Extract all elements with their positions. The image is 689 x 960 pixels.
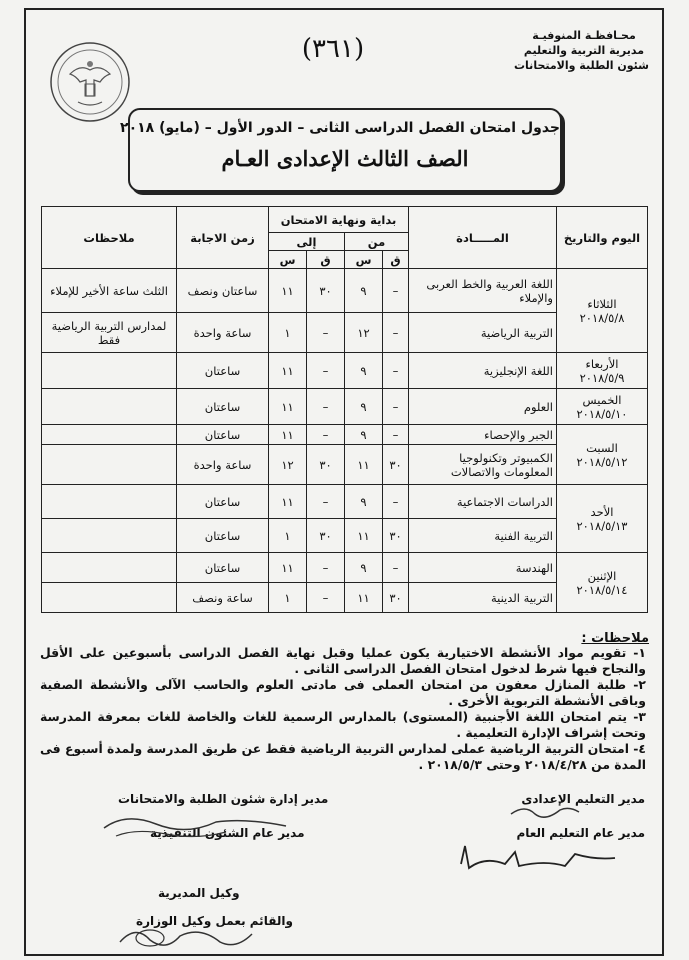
header-to-minute: ق	[307, 251, 345, 269]
day-date-cell: الإثنين ٢٠١٨/٥/١٤	[557, 553, 648, 613]
header-from-minute: ق	[383, 251, 409, 269]
signature-title-affairs-director: مدير إدارة شئون الطلبة والامتحانات	[118, 792, 329, 806]
to-minute-cell: –	[307, 425, 345, 445]
signature-title-prep-director: مدير التعليم الإعدادى	[521, 792, 645, 806]
document-number: (٣٦١)	[301, 34, 365, 64]
to-hour-cell: ١١	[269, 353, 307, 389]
from-hour-cell: ٩	[345, 389, 383, 425]
signature-title-general-ed-director: مدير عام التعليم العام	[516, 826, 645, 840]
handwritten-signature-icon	[505, 800, 585, 824]
subject-cell: الكمبيوتر وتكنولوجيا المعلومات والاتصالات	[409, 445, 557, 485]
header-to: إلى	[269, 233, 345, 251]
note-item: ٢- طلبة المنازل معفون من امتحان العملى فى مادتى العلوم والحاسب الآلى والأنشطة الصفية وباقى الأنشطة التربوية الأخرى .	[40, 677, 646, 708]
duration-cell: ساعتان	[177, 353, 269, 389]
table-row	[42, 389, 648, 425]
table-row	[42, 269, 648, 313]
from-minute-cell: –	[383, 313, 409, 353]
to-minute-cell: –	[307, 583, 345, 613]
header-to-hour: س	[269, 251, 307, 269]
note-cell	[42, 445, 177, 485]
notes-list	[40, 645, 646, 773]
signature-title-acting-undersecretary: والقائم بعمل وكيل الوزارة	[136, 914, 293, 928]
subject-cell: اللغة الإنجليزية	[409, 353, 557, 389]
note-cell: الثلث ساعة الأخير للإملاء	[42, 269, 177, 313]
title-box	[120, 108, 562, 192]
to-hour-cell: ١	[269, 313, 307, 353]
to-hour-cell: ١١	[269, 269, 307, 313]
directorate-line: مديرية التربية والتعليم	[523, 44, 645, 57]
note-cell	[42, 519, 177, 553]
to-minute-cell: ٣٠	[307, 519, 345, 553]
header-from: من	[345, 233, 409, 251]
subject-cell: التربية الدينية	[409, 583, 557, 613]
note-cell	[42, 425, 177, 445]
note-item: ٤- امتحان التربية الرياضية عملى لمدارس التربية الرياضية فقط عن طريق المدرسة ولمدة أسبوع فى المدة من ٢٠١٨/٤/٢٨ وحتى ٢٠١٨/٥/٣ .	[40, 741, 646, 772]
to-hour-cell: ١١	[269, 425, 307, 445]
header-duration: زمن الاجابة	[177, 207, 269, 269]
handwritten-signature-icon	[455, 834, 625, 878]
subject-cell: الدراسات الاجتماعية	[409, 485, 557, 519]
from-minute-cell: –	[383, 389, 409, 425]
table-row	[42, 553, 648, 583]
governorate-header	[514, 28, 649, 73]
header-from-hour: س	[345, 251, 383, 269]
from-hour-cell: ٩	[345, 353, 383, 389]
duration-cell: ساعتان	[177, 553, 269, 583]
to-minute-cell: –	[307, 313, 345, 353]
from-minute-cell: –	[383, 353, 409, 389]
to-hour-cell: ١١	[269, 485, 307, 519]
note-item: ١- تقويم مواد الأنشطة الاختيارية يكون عمليا وقبل نهاية الفصل الدراسى بأسبوعين على الأقل والنجاح فيها شرط لدخول امتحان الفصل الدراسى الثانى .	[40, 645, 646, 676]
signature-title-executive-director: مدير عام الشئون التنفيذية	[150, 826, 305, 840]
signature-title-deputy: وكيل المديرية	[158, 886, 240, 900]
exam-schedule-title: جدول امتحان الفصل الدراسى الثانى – الدور الأول – (مايو) ٢٠١٨	[120, 120, 560, 136]
duration-cell: ساعة واحدة	[177, 313, 269, 353]
from-hour-cell: ٩	[345, 269, 383, 313]
to-minute-cell: –	[307, 553, 345, 583]
to-minute-cell: ٣٠	[307, 269, 345, 313]
header-day-date: اليوم والتاريخ	[557, 207, 648, 269]
handwritten-signature-icon	[110, 918, 260, 958]
to-minute-cell: –	[307, 353, 345, 389]
duration-cell: ساعتان	[177, 485, 269, 519]
note-cell	[42, 389, 177, 425]
subject-cell: اللغة العربية والخط العربى والإملاء	[409, 269, 557, 313]
subject-cell: الهندسة	[409, 553, 557, 583]
duration-cell: ساعتان	[177, 519, 269, 553]
note-cell	[42, 583, 177, 613]
note-cell	[42, 353, 177, 389]
note-cell	[42, 485, 177, 519]
from-minute-cell: ٣٠	[383, 519, 409, 553]
table-row	[42, 425, 648, 445]
from-hour-cell: ١١	[345, 583, 383, 613]
to-hour-cell: ١٢	[269, 445, 307, 485]
to-hour-cell: ١	[269, 519, 307, 553]
from-hour-cell: ٩	[345, 485, 383, 519]
governorate-line: محـافظـة المنوفيـة	[532, 29, 636, 42]
from-minute-cell: –	[383, 269, 409, 313]
to-hour-cell: ١١	[269, 553, 307, 583]
from-minute-cell: –	[383, 485, 409, 519]
from-minute-cell: ٣٠	[383, 445, 409, 485]
exam-schedule-table	[41, 206, 648, 613]
notes-heading: ملاحظات :	[581, 631, 649, 646]
table-row	[42, 485, 648, 519]
header-notes: ملاحظات	[42, 207, 177, 269]
day-date-cell: الثلاثاء ٢٠١٨/٥/٨	[557, 269, 648, 353]
eagle-seal-icon	[48, 40, 132, 124]
day-date-cell: الأحد ٢٠١٨/٥/١٣	[557, 485, 648, 553]
header-time-range: بداية ونهاية الامتحان	[269, 207, 409, 233]
duration-cell: ساعتان	[177, 389, 269, 425]
subject-cell: التربية الرياضية	[409, 313, 557, 353]
to-hour-cell: ١	[269, 583, 307, 613]
note-item: ٣- يتم امتحان اللغة الأجنبية (المستوى) بالمدارس الرسمية للغات والخاصة للغات بمعرفة المدرسة وتحت إشراف الإدارة التعليمية .	[40, 709, 646, 740]
from-hour-cell: ٩	[345, 553, 383, 583]
to-hour-cell: ١١	[269, 389, 307, 425]
grade-title: الصف الثالث الإعدادى العـام	[221, 146, 469, 171]
duration-cell: ساعتان ونصف	[177, 269, 269, 313]
from-minute-cell: –	[383, 425, 409, 445]
handwritten-signature-icon	[96, 806, 296, 846]
table-row	[42, 353, 648, 389]
to-minute-cell: –	[307, 389, 345, 425]
note-cell	[42, 553, 177, 583]
to-minute-cell: –	[307, 485, 345, 519]
from-hour-cell: ١٢	[345, 313, 383, 353]
subject-cell: التربية الفنية	[409, 519, 557, 553]
note-cell: لمدارس التربية الرياضية فقط	[42, 313, 177, 353]
day-date-cell: الخميس ٢٠١٨/٥/١٠	[557, 389, 648, 425]
from-hour-cell: ١١	[345, 445, 383, 485]
from-minute-cell: ٣٠	[383, 583, 409, 613]
from-hour-cell: ٩	[345, 425, 383, 445]
from-hour-cell: ١١	[345, 519, 383, 553]
duration-cell: ساعة ونصف	[177, 583, 269, 613]
from-minute-cell: –	[383, 553, 409, 583]
duration-cell: ساعتان	[177, 425, 269, 445]
day-date-cell: الأربعاء ٢٠١٨/٥/٩	[557, 353, 648, 389]
day-date-cell: السبت ٢٠١٨/٥/١٢	[557, 425, 648, 485]
subject-cell: الجبر والإحصاء	[409, 425, 557, 445]
duration-cell: ساعة واحدة	[177, 445, 269, 485]
subject-cell: العلوم	[409, 389, 557, 425]
to-minute-cell: ٣٠	[307, 445, 345, 485]
department-line: شئون الطلبة والامتحانات	[514, 59, 649, 72]
header-subject: المـــــادة	[409, 207, 557, 269]
